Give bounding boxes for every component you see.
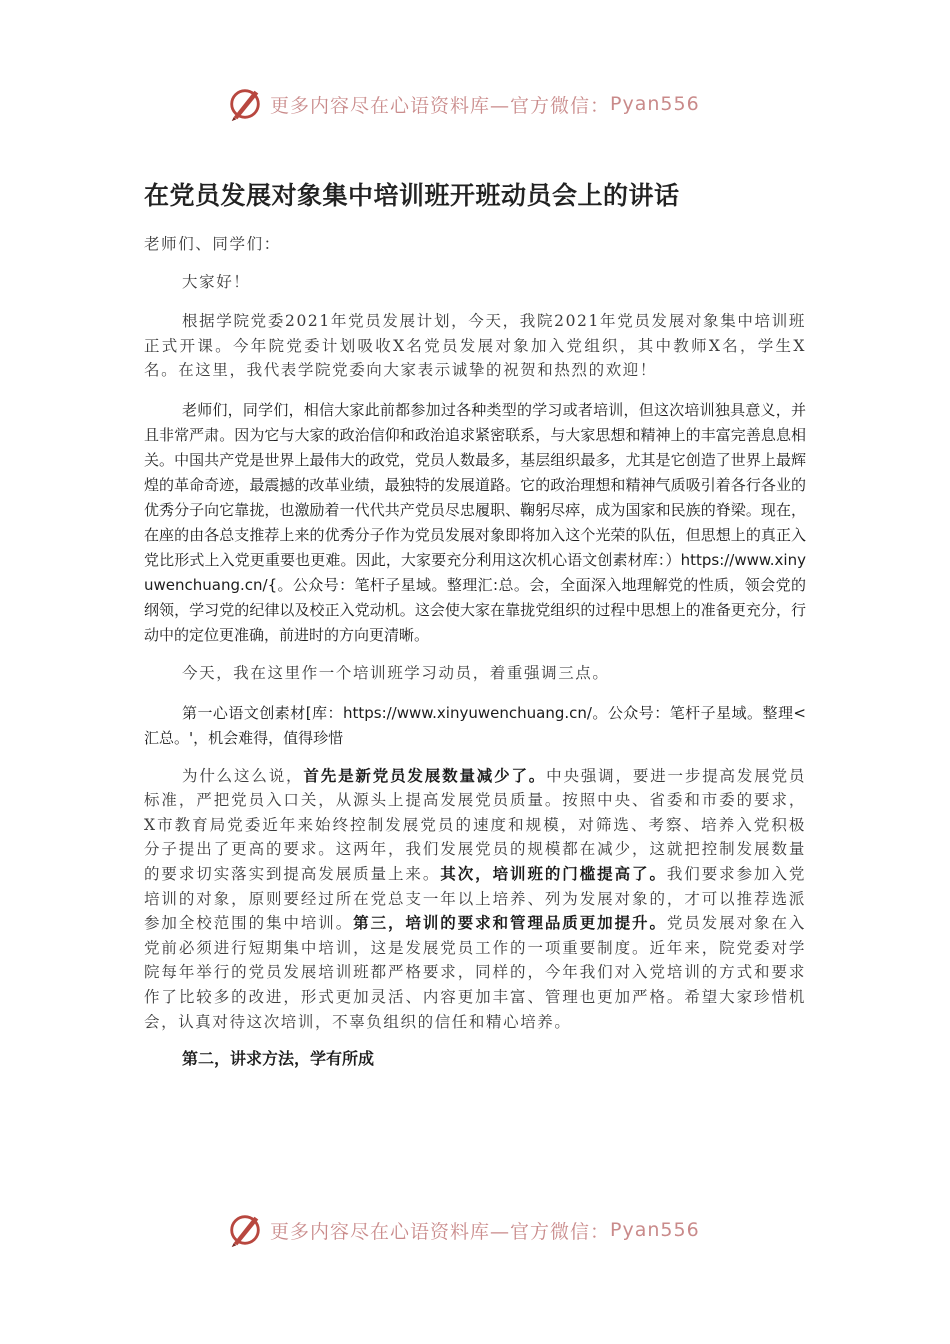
salutation: 老师们、同学们： bbox=[144, 235, 281, 253]
footer-watermark-banner bbox=[226, 1210, 726, 1250]
banner-text: 更多内容尽在心语资料库—官方微信： bbox=[270, 94, 611, 117]
banner-text: 更多内容尽在心语资料库—官方微信： bbox=[270, 1220, 611, 1243]
reasons-bold-2: 其次，培训班的门槛提高了。 bbox=[440, 863, 667, 883]
reasons-bold-1: 首先是新党员发展数量减少了。 bbox=[303, 765, 547, 785]
reasons-text-1: 为什么这么说， bbox=[182, 766, 304, 785]
paragraph-first-point: 第一心语文创素材[库：https://www.xinyuwenchuang.cn/。公众号：笔杆子星域。整理<汇总。'，机会难得，值得珍惜 bbox=[144, 703, 806, 747]
document-body bbox=[144, 176, 806, 1069]
greeting: 大家好！ bbox=[182, 272, 251, 291]
reasons-text-2: 中央强调，要进一步提高发展党员标准，严把党员入口关，从源头上提高发展党员质量。按照中央、省委和市委的要求，X市教育局党委近年来始终控制发展党员的速度和规模，对筛选、考察、培养入党积极分子提出了更高的要求。这两年，我们发展党员的规模都在减少，这就把控制发展数量的要求切实落实到提高发展质量上来。 bbox=[144, 766, 807, 883]
paragraph-reasons bbox=[144, 764, 806, 1035]
banner-wechat-id: Pyan556 bbox=[610, 1219, 700, 1241]
header-watermark-banner bbox=[226, 84, 726, 124]
pen-logo-icon bbox=[226, 1211, 264, 1249]
pen-logo-icon bbox=[226, 85, 264, 123]
reasons-text-4: 党员发展对象在入党前必须进行短期集中培训，这是发展党员工作的一项重要制度。近年来，院党委对学院每年举行的党员发展培训班都严格要求，同样的，今年我们对入党培训的方式和要求作了比较多的改进，形式更加灵活、内容更加丰富、管理也更加严格。希望大家珍惜机会，认真对待这次培训，不辜负组织的信任和精心培养。 bbox=[144, 914, 806, 1031]
paragraph-party-significance: 老师们，同学们，相信大家此前都参加过各种类型的学习或者培训，但这次培训独具意义，并且非常严肃。因为它与大家的政治信仰和政治追求紧密联系，与大家思想和精神上的丰富完善息息相关。中国共产党是世界上最伟大的政党，党员人数最多，基层组织最多，尤其是它创造了世界上最辉煌的革命奇迹，最震撼的改革业绩，最独特的发展道路。它的政治理想和精神气质吸引着各行各业的优秀分子向它靠拢，也激励着一代代共产党员尽忠履职、鞠躬尽瘁，成为国家和民族的脊梁。现在，在座的由各总支推荐上来的优秀分子作为党员发展对象即将加入这个光荣的队伍，但思想上的真正入党比形式上入党更重要也更难。因此，大家要充分利用这次机心语文创素材库：）https://www.xinyuwenchuang.cn/{。公众号：笔杆子星域。整理汇:总。会，全面深入地理解党的性质，领会党的纲领，学习党的纪律以及校正入党动机。这会使大家在靠拢党组织的过程中思想上的准备更充分，行动中的定位更准确，前进时的方向更清晰。 bbox=[144, 400, 806, 644]
reasons-text-3: 我们要求参加入党培训的对象，原则要经过所在党总支一年以上培养、列为发展对象的，才可以推荐选派参加全校范围的集中培训。 bbox=[144, 864, 806, 933]
paragraph-opening: 根据学院党委2021年党员发展计划，今天，我院2021年党员发展对象集中培训班正式开课。今年院党委计划吸收X名党员发展对象加入党组织，其中教师X名，学生X名。在这里，我代表学院党委向大家表示诚挚的祝贺和热烈的欢迎！ bbox=[144, 312, 806, 380]
banner-wechat-id: Pyan556 bbox=[610, 93, 700, 115]
section-heading-second: 第二，讲求方法，学有所成 bbox=[182, 1049, 375, 1069]
reasons-bold-3: 第三，培训的要求和管理品质更加提升。 bbox=[353, 913, 667, 933]
paragraph-three-points: 今天，我在这里作一个培训班学习动员，着重强调三点。 bbox=[182, 663, 610, 682]
page-title: 在党员发展对象集中培训班开班动员会上的讲话 bbox=[144, 181, 680, 210]
